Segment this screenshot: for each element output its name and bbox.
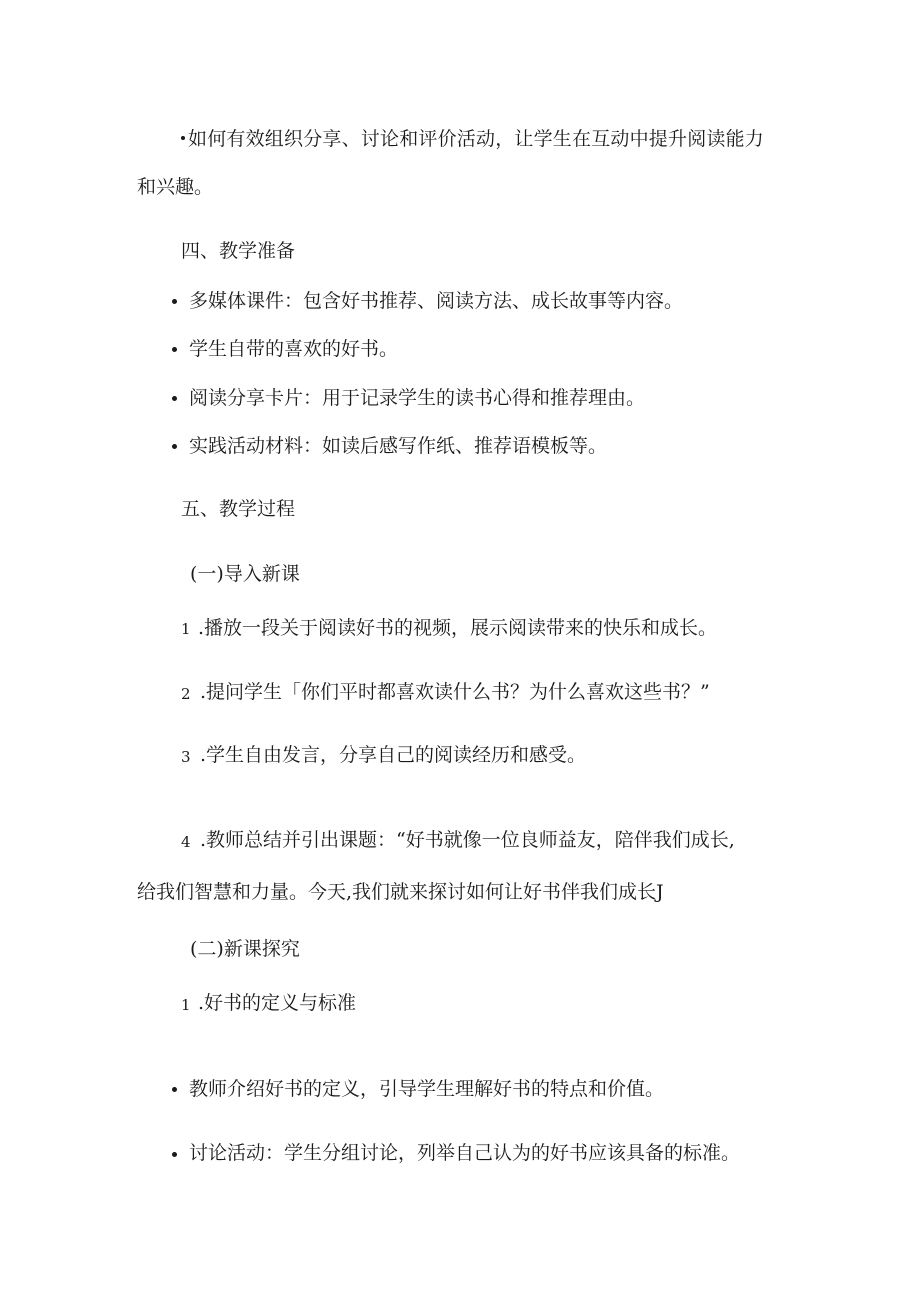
bullet-dot bbox=[181, 136, 185, 140]
step-number: 4 bbox=[181, 833, 191, 851]
bullet-dot bbox=[172, 1152, 177, 1157]
step-text: .播放一段关于阅读好书的视频，展示阅读带来的快乐和成长。 bbox=[198, 617, 718, 639]
bullet-dot bbox=[172, 1087, 177, 1092]
step-text: .好书的定义与标准 bbox=[198, 992, 357, 1014]
subsection-heading: (一)导入新课 bbox=[190, 563, 300, 585]
list-item: 教师介绍好书的定义，引导学生理解好书的特点和价值。 bbox=[189, 1078, 665, 1100]
section-heading: 五、教学过程 bbox=[181, 498, 296, 520]
step-number: 3 bbox=[181, 748, 191, 766]
bullet-dot bbox=[172, 347, 177, 352]
intro-bullet-line2: 和兴趣。 bbox=[137, 176, 214, 198]
list-item: 讨论活动：学生分组讨论，列举自己认为的好书应该具备的标准。 bbox=[189, 1142, 741, 1164]
list-item: 实践活动材料：如读后感写作纸、推荐语模板等。 bbox=[189, 435, 608, 457]
step-text: .学生自由发言，分享自己的阅读经历和感受。 bbox=[200, 744, 587, 766]
step-number: 2 bbox=[181, 685, 191, 703]
step-number: 1 bbox=[181, 996, 191, 1014]
list-item: 学生自带的喜欢的好书。 bbox=[189, 338, 399, 360]
bullet-dot bbox=[172, 396, 177, 401]
bullet-dot bbox=[172, 299, 177, 304]
list-item: 阅读分享卡片：用于记录学生的读书心得和推荐理由。 bbox=[189, 387, 646, 409]
step-text-continued: 给我们智慧和力量。今天,我们就来探讨如何让好书伴我们成长J bbox=[137, 881, 664, 903]
subsection-heading: (二)新课探究 bbox=[190, 938, 300, 960]
list-item: 多媒体课件：包含好书推荐、阅读方法、成长故事等内容。 bbox=[189, 290, 684, 312]
step-text: .提问学生「你们平时都喜欢读什么书？为什么喜欢这些书？” bbox=[200, 681, 710, 703]
bullet-dot bbox=[172, 444, 177, 449]
section-heading: 四、教学准备 bbox=[181, 240, 296, 262]
intro-bullet-line1: 如何有效组织分享、讨论和评价活动，让学生在互动中提升阅读能力 bbox=[188, 128, 765, 150]
step-text: .教师总结并引出课题：“好书就像一位良师益友，陪伴我们成长, bbox=[200, 829, 735, 851]
step-number: 1 bbox=[181, 620, 191, 638]
